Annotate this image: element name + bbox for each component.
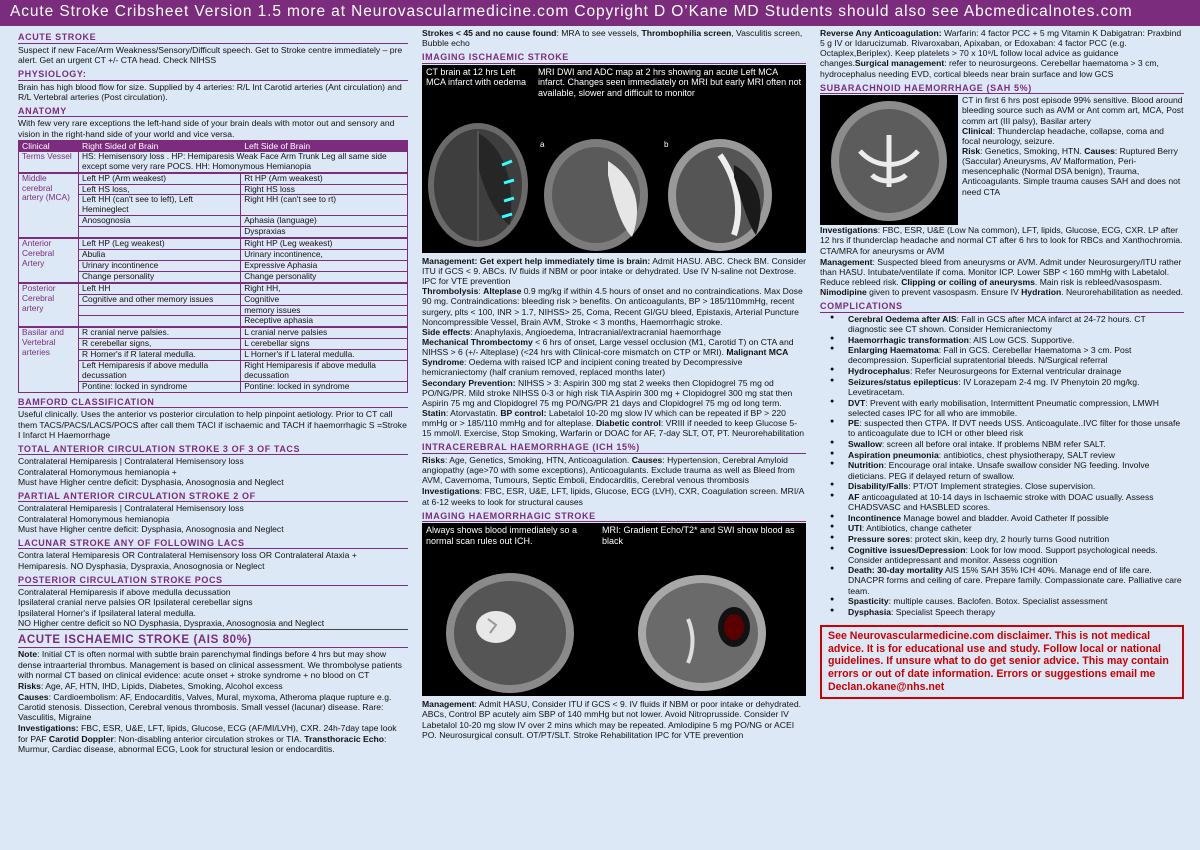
complications-list (820, 314, 1184, 617)
thrombolysis-label: Thrombolysis (422, 286, 479, 297)
anatomy-header-right: Right Sided of Brain (79, 140, 241, 151)
complication-item (820, 460, 1184, 480)
ich-heading: INTRACEREBRAL HAEMORRHAGE (ICH 15%) (422, 442, 806, 454)
anatomy-left-cell: Change personality (241, 271, 408, 282)
ich-risks-text: : Age, Genetics, Smoking, HTN, Anticoagulation. (444, 455, 632, 466)
sah-ct-image (820, 95, 958, 225)
ich-risks-causes (422, 455, 806, 485)
ais-tte-text: : Murmur, Cardiac disease, abnormal ECG, Look for structural lesion or endocarditis. (18, 733, 387, 754)
pocs-line: NO Higher centre deficit so NO Dysphasia, Dyspraxia, Anosognosia and Neglect (18, 618, 408, 630)
ct-brain-scan-icon (422, 65, 534, 253)
anatomy-left-cell: L Horner's if L lateral medulla. (241, 350, 408, 361)
sah-mgmt-label: Management (820, 256, 873, 267)
tacs-line: Contralateral Homonymous hemianopia + (18, 466, 177, 477)
alteplase-label: Alteplase (483, 286, 522, 297)
ct-infarct-caption: CT brain at 12 hrs Left MCA infarct with oedema (426, 66, 527, 88)
mri-haemorrhage-scan-icon (598, 523, 806, 696)
anatomy-right-cell: Abulia (79, 249, 241, 260)
secondary-prevention-label: Secondary Prevention: (422, 377, 516, 388)
mri-swi-image (598, 523, 806, 696)
ais-risks-label: Risks (18, 680, 41, 691)
complication-text: AIS 15% SAH 35% ICH 40%. Manage end of life care. DNACPR forms and ceiling of care. Prepare family. Compassionate care. Palliative care team. (848, 565, 1182, 596)
complication-label: Pressure sores (848, 533, 911, 544)
anatomy-right-cell: Pontine: locked in syndrome (79, 381, 241, 392)
bamford-heading: BAMFORD CLASSIFICATION (18, 397, 408, 409)
anatomy-terms-row (19, 151, 408, 172)
thrombolysis-mid: : (478, 286, 484, 297)
ct-haemorrhage-image (422, 523, 598, 696)
complication-text: : Fall in GCS. Cerebellar Haematoma > 3 cm. Post decompression. Superficial supratentorial bleeds. N/Surgical referral (848, 345, 1132, 366)
ich-risks-label: Risks (422, 455, 445, 466)
complication-label: Cerebral Oedema after AIS (848, 313, 957, 324)
reversal-text: Warfarin: 4 factor PCC + 5 mg Vitamin K Dabigatran: Praxbind 5 g IV or Idarucizumab. Rivaroxaban, Apixaban, or Edoxaban: 4 factor PCC (e.g. Octaplex,Beriplex). Keep platelets > 70 x 10⁹/L follow local advice as guidance changes. (820, 28, 1182, 69)
ais-tte-label: Transthoracic Echo (304, 733, 385, 744)
anatomy-terms-label: Terms Vessel (19, 151, 79, 172)
anatomy-table (18, 140, 408, 393)
complication-item (820, 596, 1184, 606)
complication-text: : Look for low mood. Support psychological needs. Consider antidepressant and monitor. Assess cognition (848, 544, 1158, 565)
ais-causes-text: : Cardioembolism: AF, Endocarditis, Valves, Mural, myxoma, Atheroma plaque rupture e.g. Carotid stenosis. Dissection, Cerebral venous thrombosis. Small vessel (lacunar) disease. Rare: Vasculitis, Migraine (18, 692, 392, 723)
complication-item (820, 534, 1184, 544)
mri-dwi-caption: MRI DWI and ADC map at 2 hrs showing an acute Left MCA infarct. Changes seen immediately on MRI but early MRI often not available, slower and difficult to monitor (538, 66, 802, 98)
anatomy-right-cell (79, 305, 241, 316)
acute-stroke-heading: ACUTE STROKE (18, 32, 408, 44)
anatomy-left-cell: Right HS loss (241, 184, 408, 195)
sah-risk (962, 146, 1184, 197)
anatomy-left-cell: Urinary incontinence, (241, 249, 408, 260)
complication-label: Incontinence (848, 512, 902, 523)
anatomy-right-cell (79, 227, 241, 238)
ais-investigations (18, 723, 408, 753)
ais-s45-label: Strokes < 45 and no cause found (422, 28, 557, 38)
anatomy-left-cell: Rt HP (Arm weakest) (241, 173, 408, 184)
sah-clipping-label: Clipping or coiling of aneurysms (901, 277, 1035, 288)
complication-label: Swallow (848, 439, 882, 450)
anatomy-row-label: Basilar and Vertebral arteries (19, 327, 79, 392)
anatomy-right-cell: Anosognosia (79, 216, 241, 227)
complication-item (820, 377, 1184, 397)
anatomy-left-cell: Right Hemiparesis if above medulla decussation (241, 361, 408, 382)
mri-swi-caption: MRI: Gradient Echo/T2* and SWI show blood as black (602, 525, 795, 546)
anatomy-right-cell: Change personality (79, 271, 241, 282)
complication-label: Nutrition (848, 460, 884, 471)
bp-control-label: BP control: (500, 408, 547, 418)
complication-label: Death: 30-day mortality (848, 565, 944, 576)
complication-item (820, 450, 1184, 460)
complication-label: Spasticity (848, 596, 889, 607)
complication-item (820, 345, 1184, 365)
anatomy-right-cell: Left HH (79, 283, 241, 294)
complication-item (820, 545, 1184, 565)
complication-text: : PT/OT Implement strategies. Close supervision. (908, 481, 1096, 492)
complication-item (820, 565, 1184, 595)
tacs-line: Must have Higher centre deficit: Dysphasia, Anosognosia and Neglect (18, 476, 284, 487)
anatomy-header-row (19, 140, 408, 151)
sah-ct-text: CT in first 6 hrs post episode 99% sensitive. Blood around bleeding source such as AVM or Ant comm art, MCA, Post comm art (III palsy), Basilar artery (962, 95, 1184, 126)
complication-text: : Specialist Speech therapy (891, 606, 996, 617)
ais-s45-text: : MRA to see vessels, (556, 28, 642, 38)
disclaimer-box: See Neurovascularmedicine.com disclaimer. This is not medical advice. It is for educational use and study. Follow local or national guidelines. If unsure what to do get senior advice. This may contain errors or out of date information. Errors or suggestions email me Declan.okane@nhs.net (820, 625, 1184, 699)
surgical-management-text: : refer to neurosurgeons. Cerebellar haematoma > 3 cm, hydrocephalus needing EVD, cortical bleeds near brain surface and low GCS (820, 58, 1159, 79)
ich-inv-text: : FBC, ESR, U&E, LFT, lipids, Glucose, ECG (LVH), CXR, Coagulation screen. MRI/A at 6-12 weeks to look for structural causes (422, 486, 804, 507)
complication-text: : suspected then CTPA. If DVT needs USS. Anticoagulate..IVC filter for those unsafe to anticoagulate due to ICH or other bleed risk (848, 418, 1181, 439)
lacs-text: Contra lateral Hemiparesis OR Contralateral Hemisensory loss OR Contralateral Ataxia + Hemiparesis. NO Dysphasia, Dyspraxia, Anosognosia or Neglect (18, 550, 357, 571)
sah-clipping-text: . Main risk is rebleed/vasospasm. (1034, 277, 1162, 288)
ich-causes-text: : Hypertension, Cerebral Amyloid angiopathy (age>70 with some exceptions), Anticoagulants. Exclude trauma as well as Bleed from AVM, Cavernoma, Tumours, Septic Emboli, Endocarditis, Cerebral venous thrombosis (422, 455, 795, 486)
anatomy-row (19, 238, 408, 249)
ct-infarct-image (422, 65, 534, 253)
complication-item (820, 366, 1184, 376)
sah-nimodipine-label: Nimodipine (820, 287, 867, 298)
pacs-heading: PARTIAL ANTERIOR CIRCULATION STROKE 2 OF (18, 491, 408, 503)
sah-clinical-label: Clinical (962, 125, 993, 136)
complication-label: Hydrocephalus (848, 366, 911, 377)
anatomy-left-cell: L cerebellar signs (241, 339, 408, 350)
panel-letter-a: a (540, 139, 545, 149)
anatomy-row-label: Middle cerebral artery (MCA) (19, 173, 79, 238)
anatomy-right-cell: Left Hemiparesis if above medulla decussation (79, 361, 241, 382)
complication-label: Seizures/status epilepticus (848, 376, 959, 387)
ct-sah-scan-icon (820, 95, 958, 225)
thrombectomy-label: Mechanical Thrombectomy (422, 337, 533, 348)
diabetic-control-label: Diabetic control (595, 418, 661, 429)
complication-item (820, 481, 1184, 491)
sah-clinical-text: : Thunderclap headache, collapse, coma and focal neurology, seizure. (962, 125, 1164, 146)
anatomy-right-cell: Left HP (Arm weakest) (79, 173, 241, 184)
complication-text: : antibiotics, chest physiotherapy, SALT review (938, 449, 1115, 460)
anatomy-row-label: Posterior Cerebral artery (19, 283, 79, 328)
ais-management (422, 256, 806, 439)
complication-text: : Fall in GCS after MCA infarct at 24-72 hours. CT diagnostic see CT shown. Consider Hemicraniectomy (848, 313, 1146, 335)
anatomy-left-cell: Right HH (can't see to rt) (241, 195, 408, 216)
complication-item (820, 418, 1184, 438)
pocs-line: Ipsilateral Horner's if Ipsilateral lateral medulla. (18, 607, 196, 618)
pacs-line: Must have Higher centre deficit: Dysphasia, Anosognosia and Neglect (18, 523, 284, 534)
anatomy-row (19, 283, 408, 294)
complication-item (820, 335, 1184, 345)
sah-inv-label: Investigations (820, 225, 878, 236)
complication-text: : Prevent with early mobilisation, Intermittent Pneumatic compression, LMWH selected cases IPC for all who are immobile. (848, 397, 1159, 418)
ais-inv-label: Investigations: (18, 723, 79, 734)
anatomy-left-cell: Dyspraxias (241, 227, 408, 238)
complication-text: : screen all before oral intake. If problems NBM refer SALT. (881, 439, 1106, 450)
statin-label: Statin (422, 408, 446, 418)
imaging-haemorrhagic-heading: IMAGING HAEMORRHAGIC STROKE (422, 511, 806, 523)
haem-mgmt-label: Management (422, 699, 475, 710)
anatomy-right-cell: Left HP (Leg weakest) (79, 238, 241, 249)
anatomy-right-cell: R cranial nerve palsies. (79, 327, 241, 338)
ich-causes-label: Causes (631, 455, 663, 466)
malignant-mca-text: : Oedema with raised ICP and incipient coning treated by Decompressive hemicraniectomy (half cranium removed, replaced months later) (422, 357, 743, 378)
physiology-heading: PHYSIOLOGY: (18, 69, 408, 81)
sah-inv-text: : FBC, ESR, U&E (Low Na common), LFT, lipids, Glucose, ECG, CXR. LP after 12 hrs if thunderclap headache and normal CT after 6 hrs to look for RBCs and Xanthochromia. CTA/MRA for aneurysms or AVM (820, 225, 1183, 256)
anatomy-header-clinical: Clinical (19, 140, 79, 151)
tacs-heading: TOTAL ANTERIOR CIRCULATION STROKE 3 OF 3 OF TACS (18, 444, 408, 456)
ais-risks (18, 681, 408, 691)
anatomy-terms-text: HS: Hemisensory loss . HP: Hemiparesis Weak Face Arm Trunk Leg all same side except some very rare POCS. HH: Homonymous Hemianopia (79, 151, 408, 172)
anatomy-left-cell: memory issues (241, 305, 408, 316)
physiology-text: Brain has high blood flow for size. Supplied by 4 arteries: R/L Int Carotid arteries (Ant circulation) and R/L Vertebral arteries (Post circulation). (18, 81, 402, 102)
anatomy-row (19, 173, 408, 184)
ais-carotid-text: : Non-disabling anterior circulation strokes or TIA. (113, 733, 305, 744)
anatomy-right-cell (79, 316, 241, 327)
imaging-ischaemic-heading: IMAGING ISCHAEMIC STROKE (422, 52, 806, 64)
anatomy-heading: ANATOMY (18, 106, 408, 118)
ais-investigations-continued (422, 28, 806, 48)
anatomy-header-left: Left Side of Brain (241, 140, 408, 151)
complication-item (820, 439, 1184, 449)
column-2 (422, 28, 806, 846)
bamford-text: Useful clinically. Uses the anterior vs posterior circulation to help pinpoint aetiology. Prior to CT call them TACS/PACS/LACS/POCS after call them TACI if ischaemic and TACH if haemorrhagic S =Stroke I Infarct H Haemorrhage (18, 409, 407, 440)
pacs-line: Contralateral Hemiparesis | Contralateral Hemisensory loss (18, 503, 244, 514)
tacs-line: Contralateral Hemiparesis | Contralateral Hemisensory loss (18, 456, 244, 467)
ais-mgmt-label: Management: Get expert help immediately time is brain: (422, 255, 651, 266)
ais-thrombophilia-text: , Vasculitis screen, Bubble echo (422, 28, 803, 49)
haemorrhage-management (422, 699, 806, 740)
pocs-heading: POSTERIOR CIRCULATION STROKE POCS (18, 575, 408, 587)
imaging-haemorrhagic-panel (422, 523, 806, 696)
complication-label: Aspiration pneumonia (848, 449, 939, 460)
haem-mgmt-text: : Admit HASU, Consider ITU if GCS < 9. IV fluids if NBM or poor intake or dehydrated. ABCs, Control BP acutely aim SBP of 140 mmHg but not lower. Avoid Nitroprusside. Consider IV Labetalol 10-20 mg slow IV over 2 mins which may be repeated. Amlodipine 5 mg PO/NG or ACEI PO. Neurosurgical consult. OT/PT/SLT. Stroke Rehabilitation IPC for VTE prevention (422, 699, 801, 740)
anatomy-left-cell: Right HH, (241, 283, 408, 294)
sah-causes-label: Causes (1084, 146, 1115, 157)
complication-label: Disability/Falls (848, 481, 909, 492)
anatomy-right-cell: Left HH (can't see to left), Left Hemineglect (79, 195, 241, 216)
anatomy-right-cell: R Horner's if R lateral medulla. (79, 350, 241, 361)
sah-heading: SUBARACHNOID HAEMORRHAGE (SAH 5%) (820, 83, 1184, 95)
acute-stroke-text: Suspect if new Face/Arm Weakness/Sensory/Difficult speech. Get to Stroke centre immediately – pre alert. Get an urgent CT +/- CTA head. Check NIHSS (18, 44, 403, 65)
ais-inv-text: FBC, ESR, U&E, LFT, lipids, Glucose, ECG (AF/MI/LVH), CXR. 24h-7day tape look for PAF (18, 723, 397, 744)
surgical-management-label: Surgical management (854, 58, 945, 69)
thrombectomy-text: < 6 hrs of onset, Large vessel occlusion (M1, Carotid T) on CTA and NIHSS > 6 (+/- Alteplase) (<24 hrs with Clinical-core mismatch on CTP or MRI). (422, 337, 794, 358)
reversal-section (820, 28, 1184, 79)
mri-dwi-adc-image (534, 65, 806, 253)
sah-block (820, 95, 1184, 225)
anatomy-left-cell: Aphasia (language) (241, 216, 408, 227)
anatomy-left-cell: Right HP (Leg weakest) (241, 238, 408, 249)
complication-text: : Refer Neurosurgeons for External ventricular drainage (910, 366, 1122, 377)
pacs-line: Contralateral Homonymous hemianopia (18, 513, 170, 524)
ct-haemorrhage-caption: Always shows blood immediately so a normal scan rules out ICH. (426, 525, 578, 546)
complication-item (820, 523, 1184, 533)
complication-label: Haemorrhagic transformation (848, 334, 969, 345)
sah-management (820, 257, 1184, 298)
page-banner: Acute Stroke Cribsheet Version 1.5 more at Neurovascularmedicine.com Copyright D O’Kane MD Students should also see Abcmedicalnotes.com (0, 0, 1200, 26)
complications-heading: COMPLICATIONS (820, 301, 1184, 313)
complication-label: PE (848, 418, 860, 429)
complication-item (820, 607, 1184, 617)
sah-risk-label: Risk (962, 146, 981, 157)
complication-label: Dysphasia (848, 606, 891, 617)
complication-label: Cognitive issues/Depression (848, 544, 966, 555)
sah-investigations (820, 225, 1184, 255)
ais-mgmt-text: Admit HASU. ABC. Check BM. Consider ITU if GCS < 9. ABCs. IV fluids if NBM or poor intake or dehydrated. Use IV N-saline not Dextrose. IPC for VTE prevention (422, 255, 806, 287)
ais-heading: ACUTE ISCHAEMIC STROKE (AIS 80%) (18, 634, 408, 649)
sah-risk-text: : Genetics, Smoking, HTN. (980, 146, 1085, 157)
complication-label: DVT (848, 397, 866, 408)
malignant-mca-label: Malignant MCA Syndrome (422, 347, 789, 368)
reversal-label: Reverse Any Anticoagulation: (820, 28, 942, 38)
complication-item (820, 314, 1184, 334)
complication-text: anticoagulated at 10-14 days in Ischaemic stroke with DOAC usually. Assess CHADSVASC and HASBLED scores. (848, 491, 1154, 512)
complication-text: : AIS Low GCS. Supportive. (968, 334, 1075, 345)
column-1 (18, 28, 408, 846)
anatomy-row-label: Anterior Cerebral Artery (19, 238, 79, 283)
complication-text: : IV Lorazepam 2-4 mg. IV Phenytoin 20 mg/kg. Levetiracetam. (848, 376, 1140, 397)
ais-note-text: : Initial CT is often normal with subtle brain parenchymal findings before 4 hrs but may show dense intraarterial thrombus. Management is based on clinical assessment. We thrombolyse patients with normal CT based on clinical evidence: acute onset + stroke syndrome + no blood on CT (18, 649, 402, 680)
sah-causes-text: : Ruptured Berry (Saccular) Aneurysms, AV Malformation, Peri-mesencephalic (Normal DSA benign), Trauma, Anticoagulants. Simple trauma causes SAH and does not need CTA (962, 146, 1181, 197)
ais-causes-label: Causes (18, 692, 49, 703)
ais-note-label: Note (18, 649, 38, 660)
ais-risks-text: : Age, AF, HTN, IHD, Lipids, Diabetes, Smoking, Alcohol excess (40, 680, 283, 691)
anatomy-left-cell: Receptive aphasia (241, 316, 408, 327)
thrombolysis-text: 0.9 mg/kg if within 4.5 hours of onset and no contraindications. Max Dose 90 mg. Contraindications: bleeding risk > benefits. On anticoagulants, BP > 185/110mmHg, recent surgery, plts < 100, INR > 1.7, NIHSS> 25, Coma, Recent GI/GU bleed, Epistaxis, Arterial Puncture Noncompressible Vessel, Brain AVM, Stroke < 3 months, Haemorrhagic stroke. (422, 286, 803, 327)
imaging-ischaemic-panel (422, 65, 806, 253)
sah-clinical (962, 126, 1184, 146)
secondary-prevention-text: NIHSS > 3: Aspirin 300 mg stat 2 weeks then Clopidogrel 75 mg od PO/NG/PR. Mild stroke NIHSS 0-3 or high risk TIA Aspirin 300 mg + Clopidogrel 300 mg stat then Aspirin 75 mg and Clopidogrel 75 mg PO/NG/PR 21 days and Clopidogrel 75 mg od long term. (422, 377, 793, 408)
ais-thrombophilia-label: Thrombophilia screen (641, 28, 732, 38)
anatomy-left-cell: Cognitive (241, 294, 408, 305)
panel-letter-b: b (664, 139, 669, 149)
complication-label: AF (848, 491, 860, 502)
complication-text: : multiple causes. Baclofen. Botox. Specialist assessment (888, 596, 1108, 607)
column-3 (820, 28, 1184, 846)
anatomy-row (19, 327, 408, 338)
pocs-line: Ipsilateral cranial nerve palsies OR Ipsilateral cerebellar signs (18, 597, 253, 608)
diabetic-control-text: : VRIII if needed to keep Glucose 5-15 mmol/l. Exercise, Stop Smoking, Warfarin or DOAC for AF, 7-day SLT, OT, PT. Neurorehabilitation (422, 418, 805, 439)
complication-text: : Encourage oral intake. Unsafe swallow consider NG feeding. Involve dieticians. PEG if delayed return of swallow. (848, 460, 1150, 481)
complication-item (820, 513, 1184, 523)
complication-item (820, 492, 1184, 512)
side-effects-label: Side effects (422, 326, 471, 337)
bp-control-text: Labetalol 10-20 mg slow IV which can be repeated if BP > 220 mmHg or > 185/110 mmHg and for alteplase. (422, 408, 786, 429)
anatomy-right-cell: R cerebellar signs, (79, 339, 241, 350)
complication-label: UTI (848, 523, 862, 534)
sah-side-text (962, 95, 1184, 196)
pocs-line: Contralateral Hemiparesis if above medulla decussation (18, 587, 231, 598)
anatomy-left-cell: Expressive Aphasia (241, 260, 408, 271)
anatomy-right-cell: Cognitive and other memory issues (79, 294, 241, 305)
ct-haemorrhage-scan-icon (422, 523, 598, 696)
anatomy-text: With few very rare exceptions the left-hand side of your brain deals with motor out and sensory and vision in the right-hand side of your world and vice versa. (18, 118, 395, 139)
ais-note (18, 649, 408, 679)
ais-carotid-label: Carotid Doppler (48, 733, 114, 744)
side-effects-text: : Anaphylaxis, Angioedema, Intracranial/extracranial haemorrhage (470, 326, 722, 337)
complication-text: : protect skin, keep dry, 2 hourly turns Good nutrition (910, 533, 1110, 544)
anatomy-right-cell: Left HS loss, (79, 184, 241, 195)
sah-hydration-text: . Neurorehabilitation as needed. (1061, 287, 1184, 298)
complication-text: : Antibiotics, change catheter (861, 523, 972, 534)
lacs-heading: LACUNAR STROKE ANY OF FOLLOWING LACS (18, 538, 408, 550)
ais-causes (18, 692, 408, 722)
ich-investigations (422, 486, 806, 506)
statin-text: : Atorvastatin. (445, 408, 501, 418)
sah-mgmt-text: : Suspected bleed from aneurysms or AVM. Admit under Neurosurgery/ITU rather than HASU. Intubate/ventilate if coma. Monitor ICP. Lower SBP < 160 mmHg with Labetalol. Reduce rebleed risk. (820, 256, 1182, 288)
complication-text: Manage bowel and bladder. Avoid Catheter If possible (901, 512, 1109, 523)
anatomy-left-cell: Pontine: locked in syndrome (241, 381, 408, 392)
complication-item (820, 398, 1184, 418)
ich-inv-label: Investigations (422, 486, 480, 497)
anatomy-left-cell: L cranial nerve palsies (241, 327, 408, 338)
sah-nimodipine-text: given to prevent vasospasm. Ensure IV (866, 287, 1022, 298)
anatomy-right-cell: Urinary incontinence (79, 260, 241, 271)
complication-label: Enlarging Haematoma (848, 345, 939, 356)
sah-hydration-label: Hydration (1021, 287, 1062, 298)
